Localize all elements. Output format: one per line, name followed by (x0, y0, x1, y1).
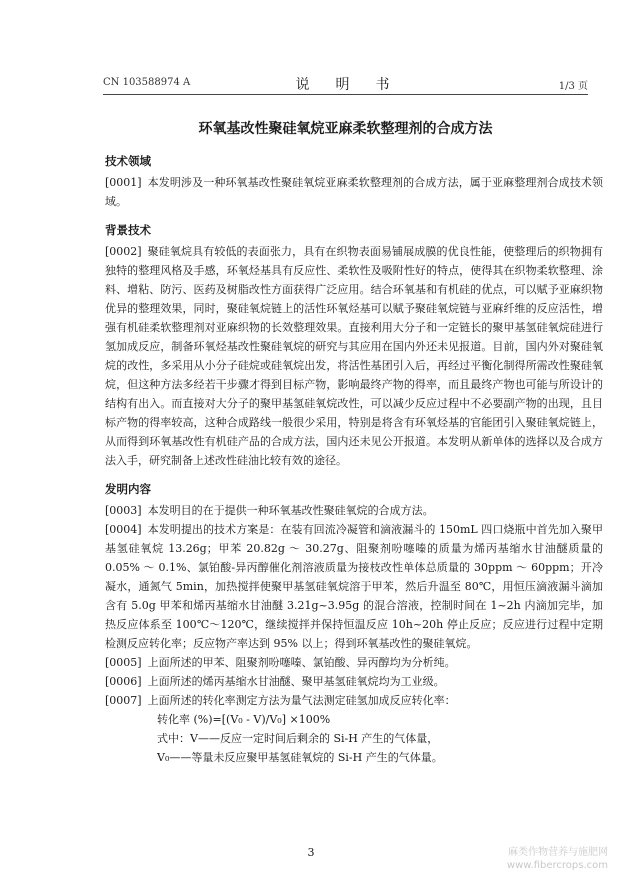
paragraph-text: 本发明提出的技术方案是：在装有回流冷凝管和滴液漏斗的 150mL 四口烧瓶中首先加入聚甲基氢硅氧烷 13.26g；甲苯 20.82g ～ 30.27g、阻聚剂吩噻嗪的质量为烯丙基缩水甘油醚质量的 0.05% ～ 0.1%、氯铂酸-异丙醇催化剂溶液质量为接枝改性单体总质量的 30ppm ～ 60ppm；开冷凝水，通氮气 5min，加热搅拌使聚甲基氢硅氧烷溶于甲苯，然后升温至 80℃，用恒压滴液漏斗滴加含有 5.0g 甲苯和烯丙基缩水甘油醚 3.21g~3.95g 的混合溶液，控制时间在 1~2h 内滴加完毕，加热反应体系至 100℃～120℃，继续搅拌并保持恒温反应 10h~20h 停止反应；反应进行过程中定期检测反应转化率；反应物产率达到 95% 以上；得到环氧基改性的聚硅氧烷。 (105, 523, 603, 650)
formula-definition-v: 式中：V——反应一定时间后剩余的 Si-H 产生的气体量， (157, 732, 439, 745)
document-body (105, 152, 603, 767)
paragraph-0006 (105, 672, 603, 691)
paragraph-0001 (105, 173, 603, 211)
paragraph-number: [0007] (105, 694, 142, 707)
document-title: 环氧基改性聚硅氧烷亚麻柔软整理剂的合成方法 (198, 121, 493, 137)
paragraph-text: 聚硅氧烷具有较低的表面张力，具有在织物表面易铺展成膜的优良性能，使整理后的织物拥有独特的整理风格及手感，环氧烃基具有反应性、柔软性及吸附性好的特点，使得其在织物柔软整理、涂料、增粘、防污、医药及树脂改性方面获得广泛应用。结合环氧基和有机硅的优点，可以赋予亚麻织物优异的整理效果，同时，聚硅氧烷链上的活性环氧烃基可以赋予聚硅氧烷链与亚麻纤维的反应活性，增强有机硅柔软整理剂对亚麻织物的长效整理效果。直接利用大分子和一定链长的聚甲基氢硅氧烷硅进行氢加成反应，制备环氧烃基改性聚硅氧烷的研究与其应用在国内外还未见报道。目前，国内外对聚硅氧烷的改性，多采用从小分子硅烷或硅氧烷出发，将活性基团引入后，再经过平衡化制得所需改性聚硅氧烷，但这种方法多经若干步骤才得到目标产物，影响最终产物的得率，而且最终产物也可能与所设计的结构有出入。而直接对大分子的聚甲基氢硅氧烷改性，可以减少反应过程中不必要副产物的出现，且目标产物的得率较高，这种合成路线一般很少采用，特别是将含有环氧烃基的官能团引入聚硅氧烷链上，从而得到环氧基改性有机硅产品的合成方法，国内还未见公开报道。本发明从新单体的选择以及合成方法入手，研究制备上述改性硅油比较有效的途径。 (105, 245, 603, 467)
paragraph-0005 (105, 653, 603, 672)
document-type: 说 明 书 (295, 77, 396, 93)
watermark (507, 846, 608, 872)
paragraph-text: 上面所述的转化率测定方法为量气法测定硅氢加成反应转化率： (147, 694, 456, 707)
paragraph-0003 (105, 501, 603, 520)
page-header (103, 74, 588, 92)
paragraph-number: [0002] (105, 245, 142, 258)
watermark-url: www.fibercrops.com (506, 860, 608, 871)
section-heading-invention-content: 发明内容 (105, 482, 151, 496)
page-number: 3 (307, 846, 315, 859)
patent-number: CN 103588974 A (103, 77, 191, 88)
paragraph-text: 上面所述的甲苯、阻聚剂吩噻嗪、氯铂酸、异丙醇均为分析纯。 (147, 656, 456, 669)
paragraph-text: 本发明涉及一种环氧基改性聚硅氧烷亚麻柔软整理剂的合成方法，属于亚麻整理剂合成技术领域。 (105, 176, 603, 208)
watermark-site-name: 麻类作物营养与施肥网 (508, 847, 608, 858)
section-heading-background: 背景技术 (105, 223, 151, 237)
paragraph-number: [0006] (105, 675, 142, 688)
paragraph-text: 上面所述的烯丙基缩水甘油醚、聚甲基氢硅氧烷均为工业级。 (147, 675, 445, 688)
paragraph-number: [0004] (105, 523, 142, 536)
formula-definition-v0: V₀——等量未反应聚甲基氢硅氧烷的 Si-H 产生的气体量。 (157, 751, 443, 764)
header-divider (103, 94, 588, 95)
paragraph-text: 本发明目的在于提供一种环氧基改性聚硅氧烷的合成方法。 (147, 504, 434, 517)
section-heading-technical-field: 技术领域 (105, 154, 151, 168)
paragraph-number: [0001] (105, 176, 142, 189)
paragraph-0004 (105, 520, 603, 653)
paragraph-0002 (105, 242, 603, 470)
paragraph-number: [0003] (105, 504, 142, 517)
paragraph-0007 (105, 691, 603, 710)
paragraph-number: [0005] (105, 656, 142, 669)
formula-conversion-rate: 转化率 (%)=[(V₀ - V)/V₀] ×100% (157, 713, 331, 726)
page-info: 1/3 页 (558, 81, 588, 92)
